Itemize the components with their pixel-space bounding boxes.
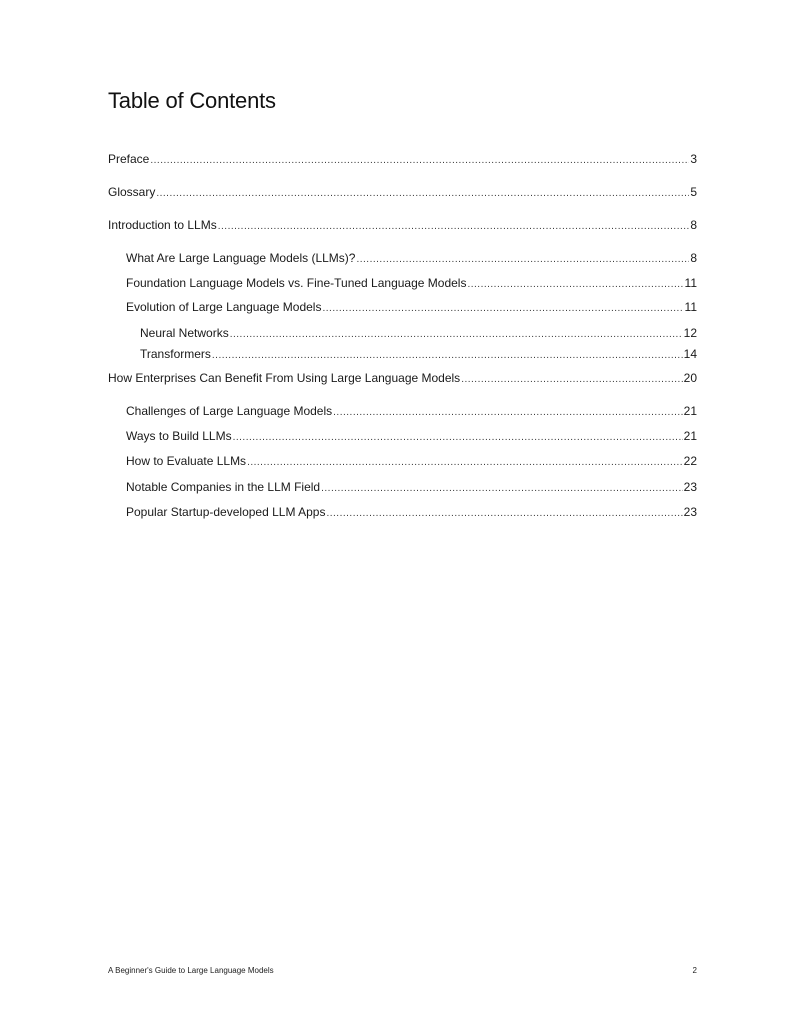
toc-entry-label: Foundation Language Models vs. Fine-Tuned Language Models bbox=[126, 276, 467, 290]
toc-entry-label: Notable Companies in the LLM Field bbox=[126, 480, 321, 494]
toc-entry-how-to-evaluate[interactable] bbox=[126, 453, 697, 469]
toc-entry-page: 23 bbox=[683, 480, 697, 494]
toc-dot-leader bbox=[218, 219, 690, 235]
toc-dot-leader bbox=[461, 372, 682, 388]
toc-entry-transformers[interactable] bbox=[140, 346, 697, 362]
toc-entry-page: 22 bbox=[683, 454, 697, 468]
toc-entry-label: How Enterprises Can Benefit From Using Large Language Models bbox=[108, 371, 461, 385]
toc-dot-leader bbox=[467, 277, 683, 293]
toc-dot-leader bbox=[156, 186, 689, 202]
toc-dot-leader bbox=[356, 252, 689, 268]
footer-page-number: 2 bbox=[692, 966, 697, 975]
toc-entry-page: 11 bbox=[684, 300, 697, 314]
toc-entry-label: Glossary bbox=[108, 185, 156, 199]
toc-entry-introduction[interactable] bbox=[108, 217, 697, 233]
footer-title: A Beginner's Guide to Large Language Models bbox=[108, 966, 274, 975]
toc-entry-glossary[interactable] bbox=[108, 184, 697, 200]
toc-entry-label: Evolution of Large Language Models bbox=[126, 300, 322, 314]
toc-entry-page: 11 bbox=[684, 276, 697, 290]
toc-entry-enterprises-benefit[interactable] bbox=[108, 370, 697, 386]
page-title: Table of Contents bbox=[108, 88, 276, 113]
toc-entry-label: Introduction to LLMs bbox=[108, 218, 217, 232]
toc-entry-foundation-vs-fine-tuned[interactable] bbox=[126, 275, 697, 291]
toc-dot-leader bbox=[233, 430, 683, 446]
toc-dot-leader bbox=[333, 405, 682, 421]
toc-entry-ways-to-build[interactable] bbox=[126, 428, 697, 444]
toc-entry-notable-companies[interactable] bbox=[126, 479, 697, 495]
toc-dot-leader bbox=[322, 301, 683, 317]
toc-entry-label: Preface bbox=[108, 152, 150, 166]
toc-entry-label: Ways to Build LLMs bbox=[126, 429, 232, 443]
toc-entry-what-are-llms[interactable] bbox=[126, 250, 697, 266]
toc-entry-label: What Are Large Language Models (LLMs)? bbox=[126, 251, 356, 265]
toc-entry-challenges[interactable] bbox=[126, 403, 697, 419]
toc-entry-label: Neural Networks bbox=[140, 326, 229, 340]
toc-entry-preface[interactable] bbox=[108, 151, 697, 167]
toc-entry-page: 12 bbox=[683, 326, 697, 340]
toc-entry-label: How to Evaluate LLMs bbox=[126, 454, 247, 468]
toc-entry-page: 8 bbox=[690, 218, 697, 232]
toc-entry-page: 21 bbox=[683, 429, 697, 443]
toc-entry-startup-apps[interactable] bbox=[126, 504, 697, 520]
toc-dot-leader bbox=[247, 455, 683, 471]
toc-entry-page: 8 bbox=[690, 251, 697, 265]
toc-entry-label: Transformers bbox=[140, 347, 211, 361]
toc-dot-leader bbox=[212, 348, 683, 364]
toc-entry-page: 20 bbox=[683, 371, 697, 385]
toc-entry-page: 21 bbox=[683, 404, 697, 418]
toc-entry-page: 3 bbox=[690, 152, 697, 166]
toc-dot-leader bbox=[321, 481, 683, 497]
toc-entry-label: Popular Startup-developed LLM Apps bbox=[126, 505, 326, 519]
toc-dot-leader bbox=[150, 153, 689, 169]
toc-entry-page: 5 bbox=[690, 185, 697, 199]
toc-entry-page: 23 bbox=[683, 505, 697, 519]
toc-entry-page: 14 bbox=[683, 347, 697, 361]
toc-entry-label: Challenges of Large Language Models bbox=[126, 404, 333, 418]
toc-entry-evolution[interactable] bbox=[126, 299, 697, 315]
toc-dot-leader bbox=[326, 506, 682, 522]
toc-entry-neural-networks[interactable] bbox=[140, 325, 697, 341]
toc-dot-leader bbox=[230, 327, 683, 343]
